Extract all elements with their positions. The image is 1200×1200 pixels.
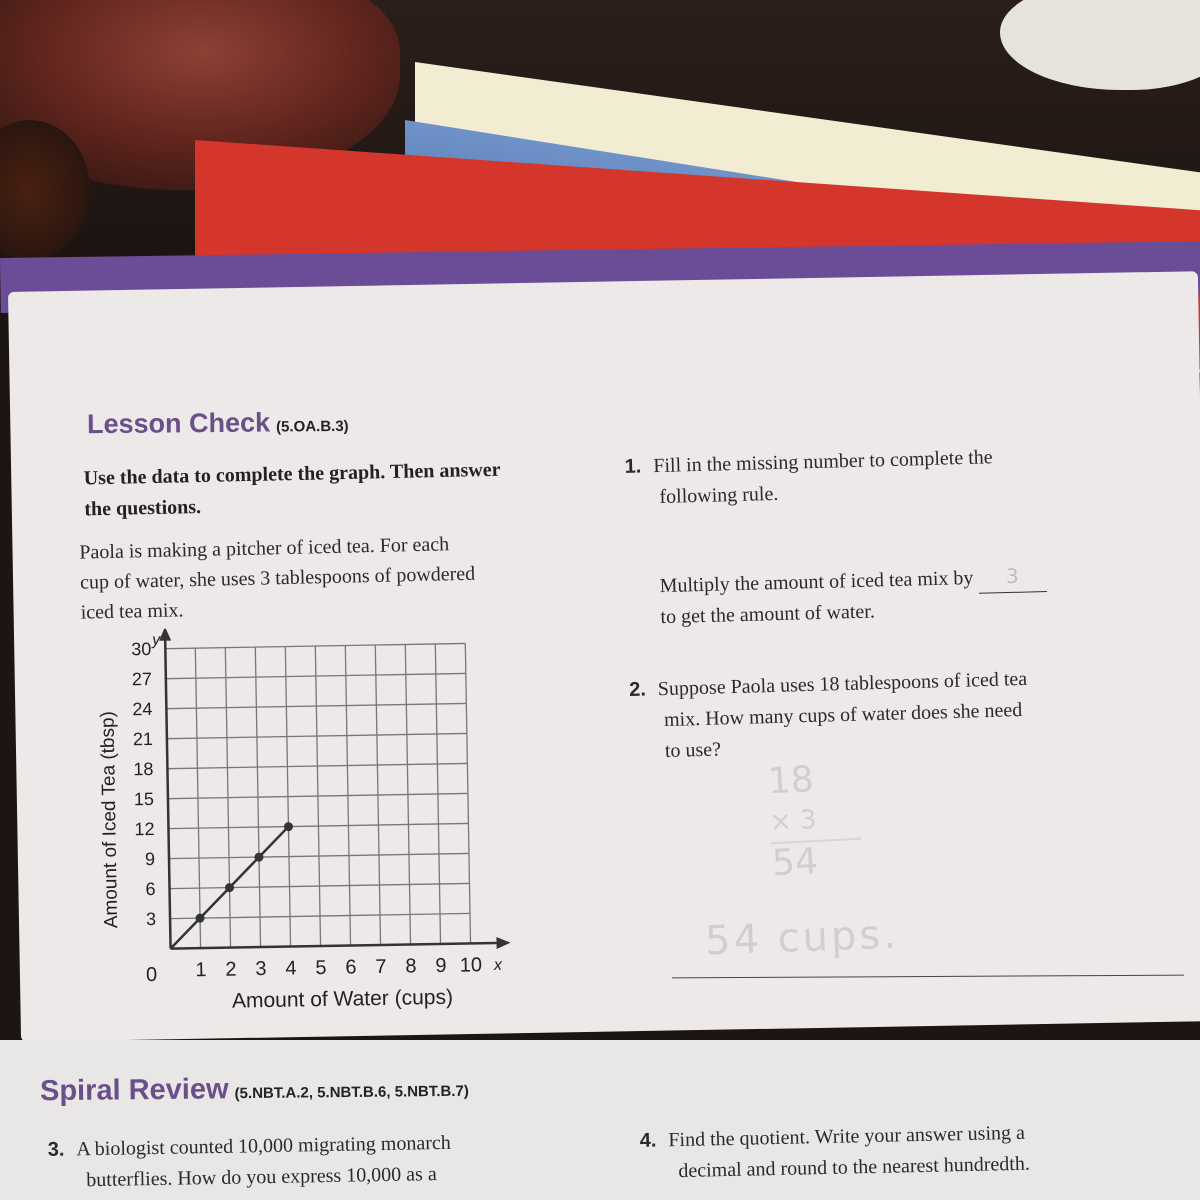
- instructions-line: Use the data to complete the graph. Then answer: [83, 458, 501, 490]
- question-4-number: 4.: [639, 1129, 657, 1152]
- lesson-check-title: Lesson Check: [86, 407, 271, 440]
- question-2-line: mix. How many cups of water does she need: [663, 699, 1023, 732]
- problem-line: cup of water, she uses 3 tablespoons of powdered: [79, 562, 476, 594]
- y-axis-label: Amount of Iced Tea (tbsp): [97, 710, 123, 929]
- question-3-number: 3.: [47, 1138, 65, 1161]
- question-4: [639, 1114, 1200, 1188]
- pencil-work: [767, 758, 863, 885]
- question-3-line: A biologist counted 10,000 migrating monarch: [76, 1131, 451, 1161]
- x-axis-label: Amount of Water (cups): [231, 985, 454, 1013]
- instructions: [83, 453, 604, 526]
- problem-text: [79, 526, 581, 627]
- y-tick-label: 9: [144, 848, 156, 870]
- y-axis-letter: y: [152, 631, 161, 649]
- x-tick-label: 9: [435, 954, 447, 978]
- question-2-line: Suppose Paola uses 18 tablespoons of iced tea: [657, 667, 1028, 701]
- y-tick-label: 6: [145, 878, 156, 900]
- x-axis: [171, 943, 503, 949]
- work-top: 18: [766, 759, 815, 803]
- y-axis-arrow: [159, 627, 171, 641]
- x-tick-label: 1: [195, 959, 207, 982]
- instructions-line: the questions.: [84, 496, 202, 521]
- y-tick-label: 18: [133, 758, 154, 780]
- work-result: 54: [771, 840, 820, 885]
- question-1-number: 1.: [624, 455, 642, 478]
- question-2-answer[interactable]: 54 cups.: [704, 911, 900, 965]
- question-4-line: decimal and round to the nearest hundredth.: [678, 1152, 1031, 1183]
- question-3: [48, 1125, 609, 1197]
- y-tick-label: 27: [131, 668, 153, 690]
- x-tick-label: 3: [255, 957, 267, 981]
- spiral-review-heading: [40, 1071, 469, 1108]
- x-tick-label: 5: [315, 956, 327, 980]
- rule-answer-blank[interactable]: 3: [978, 560, 1047, 594]
- question-4-line: Find the quotient. Write your answer using a: [668, 1121, 1026, 1152]
- problem-line: Paola is making a pitcher of iced tea. For each: [79, 533, 450, 564]
- question-1-line: Fill in the missing number to complete the: [653, 446, 993, 478]
- y-tick-label: 15: [133, 788, 155, 810]
- question-1: [624, 440, 1075, 514]
- y-tick-label: 3: [145, 908, 157, 930]
- x-axis-arrow: [496, 937, 510, 949]
- y-tick-label: 24: [132, 698, 153, 720]
- x-axis-letter: x: [493, 956, 503, 975]
- x-tick-label: 4: [285, 957, 297, 980]
- question-2-number: 2.: [628, 678, 647, 701]
- x-tick-label: 8: [405, 955, 417, 978]
- spiral-review-standard: (5.NBT.A.2, 5.NBT.B.6, 5.NBT.B.7): [234, 1082, 469, 1103]
- x-tick-label: 10: [459, 954, 483, 977]
- x-tick-label: 6: [345, 956, 357, 979]
- spiral-review-title: Spiral Review: [39, 1073, 229, 1108]
- question-1-rule: [659, 558, 1130, 633]
- question-1-line: following rule.: [659, 482, 779, 508]
- question-2-line: to use?: [664, 738, 722, 763]
- question-2: [629, 661, 1131, 768]
- graph-grid: [165, 643, 470, 948]
- lesson-check-standard: (5.OA.B.3): [276, 417, 349, 436]
- graph-tick-labels: [131, 633, 482, 982]
- rule-text-after: to get the amount of water.: [660, 600, 876, 629]
- y-axis: [165, 635, 170, 949]
- work-times: × 3: [769, 798, 861, 845]
- question-3-line: butterflies. How do you express 10,000 as a: [86, 1163, 437, 1192]
- x-tick-label: 2: [225, 958, 237, 981]
- x-tick-label: 7: [375, 955, 387, 979]
- iced-tea-graph: [90, 622, 527, 1019]
- graph-data: [168, 822, 295, 949]
- y-tick-label: 30: [131, 638, 152, 660]
- problem-line: iced tea mix.: [80, 599, 184, 624]
- y-tick-label: 21: [132, 728, 154, 750]
- lesson-check-heading: [87, 407, 349, 440]
- y-tick-label: 12: [134, 818, 155, 840]
- rule-text-before: Multiply the amount of iced tea mix by: [659, 566, 974, 598]
- origin-label: 0: [145, 963, 158, 987]
